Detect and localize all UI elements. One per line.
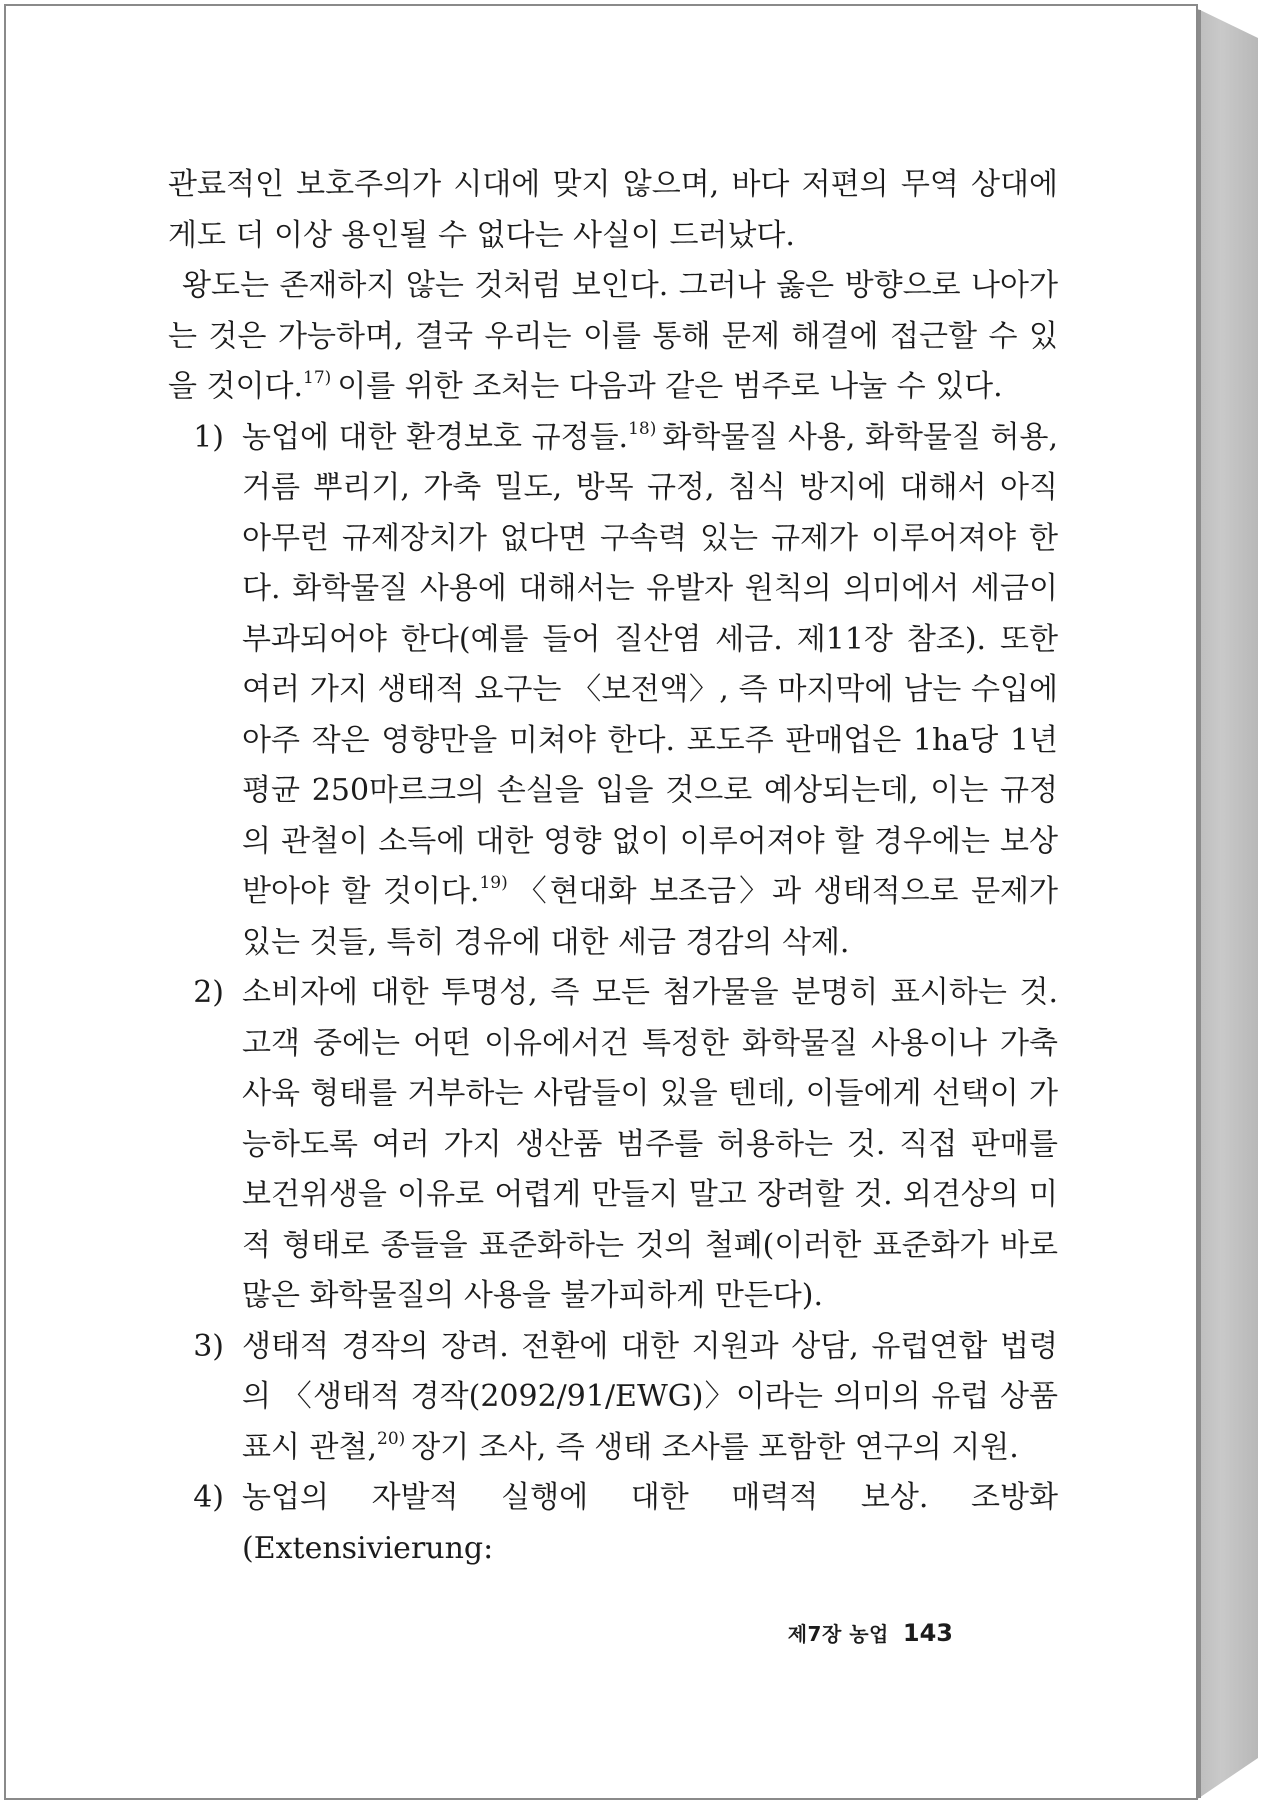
body-text xyxy=(168,160,1058,1574)
paragraph-2 xyxy=(168,261,1058,413)
footnote-ref-17: 17) xyxy=(303,368,332,388)
book-page xyxy=(4,4,1198,1800)
paragraph-1: 관료적인 보호주의가 시대에 맞지 않으며, 바다 저편의 무역 상대에게도 더 이상 용인될 수 없다는 사실이 드러났다. xyxy=(168,167,1058,253)
list-item-number: 3) xyxy=(193,1328,224,1364)
list-item-text xyxy=(242,1322,1058,1474)
list-item-text-part: 장기 조사, 즉 생태 조사를 포함한 연구의 지원. xyxy=(411,1429,1019,1465)
book-spine xyxy=(1196,8,1258,1800)
paragraph-2-text-after: 이를 위한 조처는 다음과 같은 범주로 나눌 수 있다. xyxy=(337,369,1003,404)
list-item-text-part: 〈현대화 보조금〉과 생태적으로 문제가 있는 것들, 특히 경유에 대한 세금 경감의 삭제. xyxy=(242,874,1059,960)
page-footer xyxy=(788,1618,953,1647)
list-item-number: 4) xyxy=(193,1480,224,1515)
list-item-text-part: 생태적 경작의 장려. 전환에 대한 지원과 상담, 유럽연합 법령의 〈생태적 경작(2092/91/EWG)〉이라는 의미의 유럽 상품표시 관철, xyxy=(242,1328,1058,1465)
page-edge xyxy=(1198,10,1201,1798)
list-item-2 xyxy=(168,968,1058,1322)
list-item-3 xyxy=(168,1322,1058,1474)
paragraph-2-text: 왕도는 존재하지 않는 것처럼 보인다. 그러나 옳은 방향으로 나아가는 것은 가능하며, 결국 우리는 이를 통해 문제 해결에 접근할 수 있을 것이다. xyxy=(168,268,1058,404)
list-item-text: 소비자에 대한 투명성, 즉 모든 첨가물을 분명히 표시하는 것. 고객 중에는 어떤 이유에서건 특정한 화학물질 사용이나 가축사육 형태를 거부하는 사람들이 있을 텐데, 이들에게 선택이 가능하도록 여러 가지 생산품 범주를 허용하는 것. 직접 판매를 보건위생을 이유로 어렵게 만들지 말고 장려할 것. 외견상의 미적 형태로 종들을 표준화하는 것의 철폐(이러한 표준화가 바로 많은 화학물질의 사용을 불가피하게 만든다). xyxy=(242,975,1058,1313)
list-item-number: 1) xyxy=(193,419,224,455)
footnote-ref-18: 18) xyxy=(628,418,657,439)
footnote-ref-20: 20) xyxy=(377,1428,406,1449)
list-item-text xyxy=(242,413,1058,969)
running-footer-chapter: 제7장 농업 xyxy=(787,1622,889,1646)
list-item-4 xyxy=(168,1473,1058,1574)
list-item-text-part: 농업에 대한 환경보호 규정들. xyxy=(242,419,629,455)
list-item-text-part: 화학물질 사용, 화학물질 허용, 거름 뿌리기, 가축 밀도, 방목 규정, 침식 방지에 대해서 아직 아무런 규제장치가 없다면 구속력 있는 규제가 이루어져야 한다. 화학물질 사용에 대해서는 유발자 원칙의 의미에서 세금이 부과되어야 한다(예를 들어 질산염 세금. 제11장 참조). 또한 여러 가지 생태적 요구는 〈보전액〉, 즉 마지막에 남는 수입에 아주 작은 영향만을 미쳐야 한다. 포도주 판매업은 1ha당 1년 평균 250마르크의 손실을 입을 것으로 예상되는데, 이는 규정의 관철이 소득에 대한 영향 없이 이루어져야 할 경우에는 보상받아야 할 것이다. xyxy=(242,419,1058,909)
list-item-1 xyxy=(168,413,1058,969)
list-item-text: 농업의 자발적 실행에 대한 매력적 보상. 조방화(Extensivierung: xyxy=(242,1480,1058,1566)
page-number: 143 xyxy=(902,1619,953,1647)
list-item-number: 2) xyxy=(193,975,224,1010)
footnote-ref-19: 19) xyxy=(479,873,508,893)
